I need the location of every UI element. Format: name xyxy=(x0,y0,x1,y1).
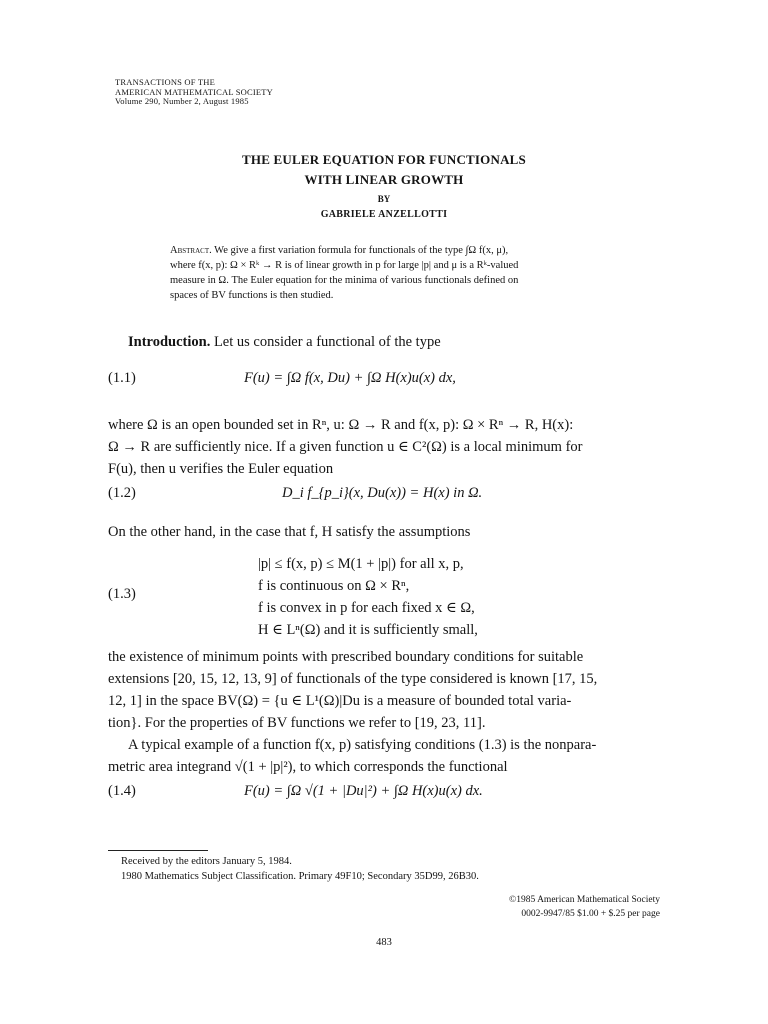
paragraph-line: the existence of minimum points with prescribed boundary conditions for suitable xyxy=(108,649,584,665)
received-note: Received by the editors January 5, 1984. xyxy=(121,856,292,867)
abstract-line1: We give a first variation formula for functionals of the type ∫Ω f(x, μ), xyxy=(214,245,509,256)
condition-convexity: f is convex in p for each fixed x ∈ Ω, xyxy=(258,600,475,616)
paragraph-line: Ω → R are sufficiently nice. If a given function u ∈ C²(Ω) is a local minimum for xyxy=(108,439,583,455)
equation-1-2: D_i f_{p_i}(x, Du(x)) = H(x) in Ω. xyxy=(282,485,483,501)
abstract-line3: measure in Ω. The Euler equation for the minima of various functionals defined on xyxy=(170,275,519,286)
abstract-line4: spaces of BV functions is then studied. xyxy=(170,290,334,301)
introduction-text: Let us consider a functional of the type xyxy=(213,334,441,350)
equation-number-1-2: (1.2) xyxy=(108,485,136,501)
paper-title-line2: WITH LINEAR GROWTH xyxy=(304,172,464,187)
abstract xyxy=(170,243,606,303)
equation-1-1: F(u) = ∫Ω f(x, Du) + ∫Ω H(x)u(x) dx, xyxy=(244,370,456,386)
paragraph-after-1-1 xyxy=(108,414,660,480)
paragraph-existence xyxy=(108,646,660,778)
paragraph-line: 12, 1] in the space BV(Ω) = {u ∈ L¹(Ω)|Du is a measure of bounded total varia- xyxy=(108,693,572,709)
journal-name-line2: AMERICAN MATHEMATICAL SOCIETY xyxy=(115,86,274,97)
condition-growth: |p| ≤ f(x, p) ≤ M(1 + |p|) for all x, p, xyxy=(258,556,464,572)
author-name: GABRIELE ANZELLOTTI xyxy=(320,209,448,220)
paragraph-line: On the other hand, in the case that f, H satisfy the assumptions xyxy=(108,524,471,540)
abstract-label: Abstract. xyxy=(170,245,212,256)
condition-h: H ∈ Lⁿ(Ω) and it is sufficiently small, xyxy=(258,622,478,638)
equation-1-4: F(u) = ∫Ω √(1 + |Du|²) + ∫Ω H(x)u(x) dx. xyxy=(244,783,483,799)
by-label: BY xyxy=(377,194,391,204)
equation-number-1-1: (1.1) xyxy=(108,370,136,386)
paragraph-line: A typical example of a function f(x, p) satisfying conditions (1.3) is the nonpara- xyxy=(128,737,597,753)
copyright-line2: 0002-9947/85 $1.00 + $.25 per page xyxy=(521,909,660,919)
footnote-divider xyxy=(108,850,208,851)
paragraph-line: extensions [20, 15, 12, 13, 9] of functionals of the type considered is known [17, 15, xyxy=(108,671,598,687)
equation-number-1-3: (1.3) xyxy=(108,586,136,602)
copyright-line1: ©1985 American Mathematical Society xyxy=(509,895,660,905)
page-number: 483 xyxy=(376,937,392,948)
journal-header xyxy=(115,78,273,107)
copyright-notice xyxy=(509,893,660,921)
condition-continuity: f is continuous on Ω × Rⁿ, xyxy=(258,578,410,594)
conditions-1-3 xyxy=(258,553,478,641)
introduction-heading: Introduction. xyxy=(128,334,211,350)
paragraph-line: F(u), then u verifies the Euler equation xyxy=(108,461,334,477)
journal-name-line1: TRANSACTIONS OF THE xyxy=(115,77,215,87)
abstract-line2: where f(x, p): Ω × Rᵏ → R is of linear growth in p for large |p| and μ is a Rᵏ-valued xyxy=(170,260,519,271)
paragraph-line: metric area integrand √(1 + |p|²), to which corresponds the functional xyxy=(108,759,508,775)
msc-classification: 1980 Mathematics Subject Classification. Primary 49F10; Secondary 35D99, 26B30. xyxy=(121,871,479,882)
paragraph-assumptions xyxy=(108,521,660,543)
paragraph-line: where Ω is an open bounded set in Rⁿ, u: Ω → R and f(x, p): Ω × Rⁿ → R, H(x): xyxy=(108,417,574,433)
paper-title-line1: THE EULER EQUATION FOR FUNCTIONALS xyxy=(242,152,526,167)
paragraph-line: tion}. For the properties of BV functions we refer to [19, 23, 11]. xyxy=(108,715,486,731)
journal-volume: Volume 290, Number 2, August 1985 xyxy=(115,96,249,106)
equation-number-1-4: (1.4) xyxy=(108,783,136,799)
introduction-paragraph xyxy=(128,331,680,353)
